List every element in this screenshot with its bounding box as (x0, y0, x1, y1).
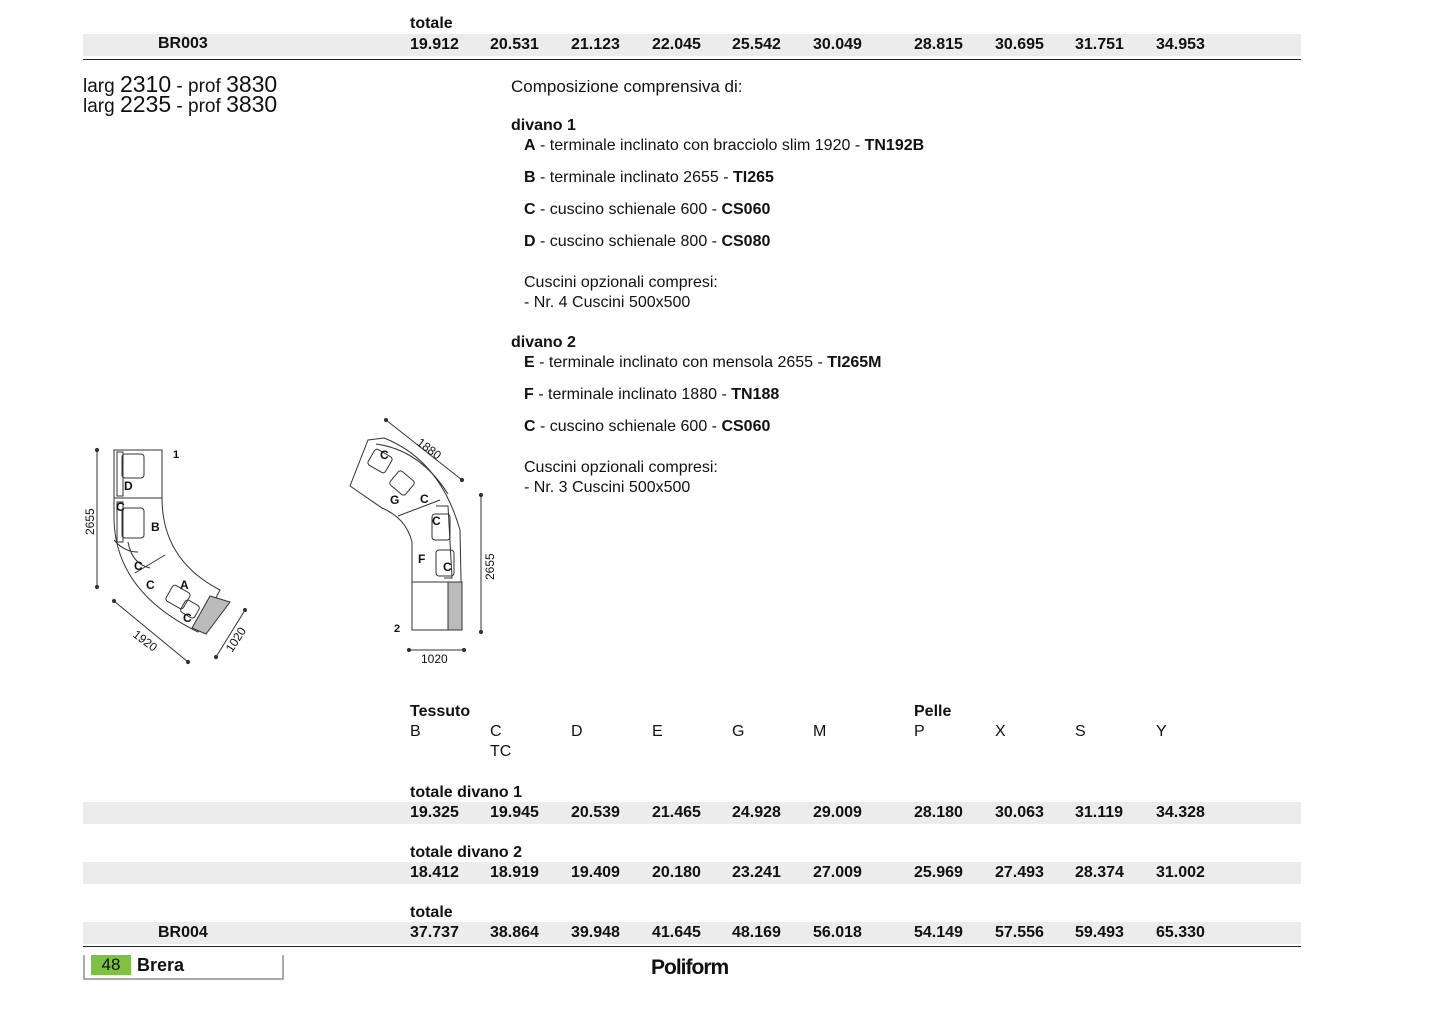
divano1-title: divano 1 (511, 117, 576, 134)
total-price-value: 30.063 (995, 804, 1044, 821)
total-price-value: 38.864 (490, 924, 539, 941)
composition-intro: Composizione comprensiva di: (511, 77, 743, 96)
top-divider (83, 59, 1301, 60)
total-price-value: 48.169 (732, 924, 781, 941)
column-header-p: P (914, 723, 925, 740)
top-price-value: 34.953 (1156, 36, 1205, 53)
divano2-item-c: C - cuscino schienale 600 - CS060 (524, 418, 771, 435)
column-header-c: C (490, 723, 502, 740)
total-price-value: 20.180 (652, 864, 701, 881)
column-header-d: D (571, 723, 583, 740)
total-price-value: 56.018 (813, 924, 862, 941)
top-price-value: 20.531 (490, 36, 539, 53)
total-price-value: 39.948 (571, 924, 620, 941)
sofa-drawing-2 (340, 410, 510, 675)
drawing2-label-f: F (418, 552, 426, 566)
top-price-value: 30.049 (813, 36, 862, 53)
larg-label: larg (83, 76, 115, 97)
drawing2-dim-bottom: 1020 (421, 652, 448, 666)
drawing1-label-c3: C (146, 578, 155, 592)
total-price-value: 19.945 (490, 804, 539, 821)
drawing1-dim-left: 2655 (83, 508, 97, 535)
total-price-value: 31.002 (1156, 864, 1205, 881)
divano2-title: divano 2 (511, 334, 576, 351)
drawing1-label-d: D (124, 479, 133, 493)
larg-value: 2235 (119, 91, 172, 117)
total-price-value: 41.645 (652, 924, 701, 941)
total-price-value: 29.009 (813, 804, 862, 821)
total-price-value: 24.928 (732, 804, 781, 821)
column-header-x: X (995, 723, 1006, 740)
drawing1-label-c1: C (116, 500, 125, 514)
total-price-value: 57.556 (995, 924, 1044, 941)
top-price-value: 31.751 (1075, 36, 1124, 53)
prof-value: 3830 (226, 71, 278, 97)
total-price-value: 18.412 (410, 864, 459, 881)
drawing2-label-c4: C (443, 560, 452, 574)
drawing1-dim-right: 1020 (222, 624, 250, 655)
divano1-optional-title: Cuscini opzionali compresi: (524, 274, 718, 291)
divano1-item-d: D - cuscino schienale 800 - CS080 (524, 233, 771, 250)
column-header-y: Y (1156, 723, 1167, 740)
total-price-value: 59.493 (1075, 924, 1124, 941)
total-price-value: 28.180 (914, 804, 963, 821)
pelle-header: Pelle (914, 703, 952, 720)
top-price-value: 19.912 (410, 36, 459, 53)
top-price-value: 22.045 (652, 36, 701, 53)
drawing2-dim-top: 1880 (414, 435, 444, 463)
divano1-item-b: B - terminale inclinato 2655 - TI265 (524, 169, 774, 186)
section-name: Brera (137, 955, 185, 975)
total-price-value: 28.374 (1075, 864, 1124, 881)
drawing1-label-c4: C (183, 611, 192, 625)
drawing1-marker: 1 (173, 449, 180, 461)
column-header-b: B (410, 723, 421, 740)
total-price-value: 54.149 (914, 924, 963, 941)
total-price-value: 37.737 (410, 924, 459, 941)
column-header-s: S (1075, 723, 1086, 740)
top-total-label: totale (410, 15, 453, 32)
larg-value: 2310 (119, 71, 172, 97)
total-label: totale (410, 904, 453, 921)
column-header-m: M (813, 723, 827, 740)
tessuto-header: Tessuto (410, 703, 471, 720)
total-price-value: 27.493 (995, 864, 1044, 881)
total-price-value: 21.465 (652, 804, 701, 821)
top-price-value: 28.815 (914, 36, 963, 53)
drawing2-marker: 2 (394, 623, 401, 635)
top-price-value: 30.695 (995, 36, 1044, 53)
top-model-code: BR003 (158, 35, 208, 52)
total-price-value: 20.539 (571, 804, 620, 821)
sofa-drawing-1 (80, 440, 260, 680)
top-price-value: 25.542 (732, 36, 781, 53)
top-price-value: 21.123 (571, 36, 620, 53)
drawing1-label-a: A (180, 578, 189, 592)
column-header-e: E (652, 723, 663, 740)
brand-logo: Poliform (651, 956, 729, 979)
prof-label: prof (188, 76, 221, 97)
page-number-badge: 48 (91, 955, 131, 975)
total-price-value: 19.325 (410, 804, 459, 821)
prof-label: prof (188, 96, 221, 117)
total-price-value: 31.119 (1075, 804, 1124, 821)
dim-separator: - (171, 76, 189, 97)
drawing2-label-g: G (390, 493, 400, 507)
divano1-item-c: C - cuscino schienale 600 - CS060 (524, 201, 771, 218)
drawing1-dim-bottom: 1920 (130, 627, 160, 655)
total-price-value: 18.919 (490, 864, 539, 881)
total-price-value: 27.009 (813, 864, 862, 881)
total-price-value: 34.328 (1156, 804, 1205, 821)
column-header-g: G (732, 723, 745, 740)
total-price-value: 65.330 (1156, 924, 1205, 941)
dim-separator: - (171, 96, 189, 117)
divano1-optional-item: - Nr. 4 Cuscini 500x500 (524, 294, 691, 311)
larg-label: larg (83, 96, 115, 117)
total-price-value: 25.969 (914, 864, 963, 881)
drawing1-label-c2: C (134, 559, 143, 573)
drawing2-label-c1: C (380, 448, 389, 462)
total-price-value: 23.241 (732, 864, 781, 881)
drawing2-dim-right: 2655 (483, 553, 497, 580)
bottom-divider (83, 946, 1301, 947)
drawing2-label-c2: C (420, 492, 429, 506)
drawing2-label-c3: C (432, 514, 441, 528)
divano2-item-f: F - terminale inclinato 1880 - TN188 (524, 386, 780, 403)
dimension-line-2 (83, 91, 278, 117)
divano2-optional-item: - Nr. 3 Cuscini 500x500 (524, 479, 691, 496)
total-label: totale divano 2 (410, 844, 523, 861)
total-label: totale divano 1 (410, 784, 523, 801)
divano1-item-a: A - terminale inclinato con bracciolo slim 1920 - TN192B (524, 137, 925, 154)
divano2-item-e: E - terminale inclinato con mensola 2655 - TI265M (524, 354, 882, 371)
total-model-code: BR004 (158, 924, 208, 941)
prof-value: 3830 (226, 91, 278, 117)
divano2-optional-title: Cuscini opzionali compresi: (524, 459, 718, 476)
total-price-value: 19.409 (571, 864, 620, 881)
drawing1-label-b: B (151, 520, 160, 534)
column-subheader-tc: TC (490, 743, 512, 760)
